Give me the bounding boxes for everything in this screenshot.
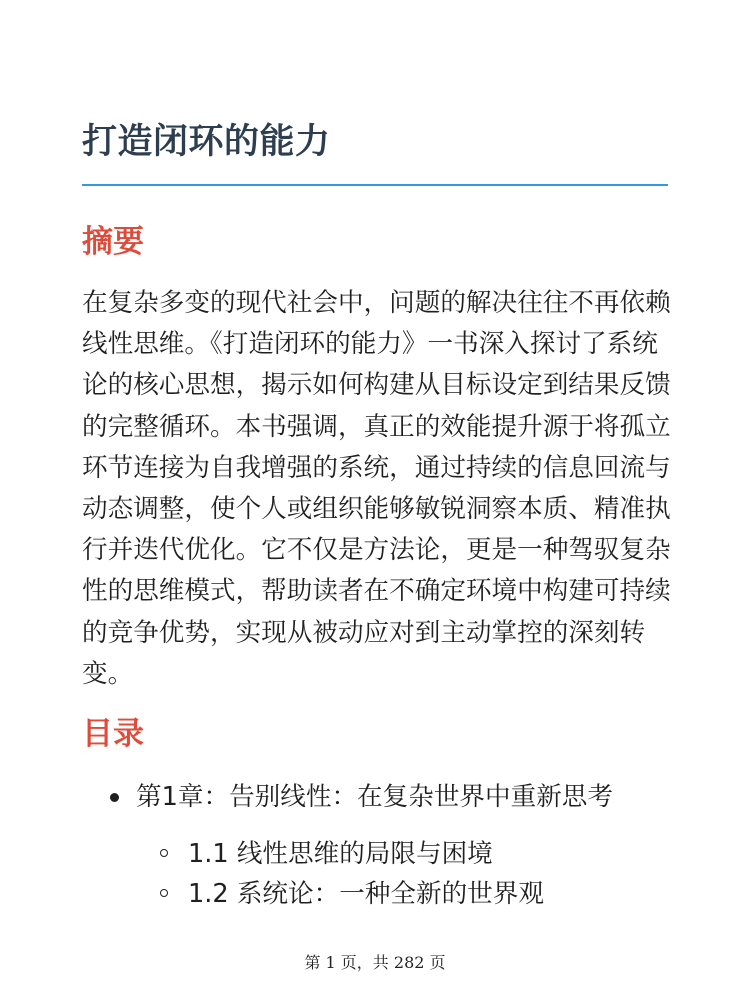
toc-sublist: [160, 834, 544, 914]
document-title: 打造闭环的能力: [82, 122, 331, 162]
abstract-heading: 摘要: [82, 224, 144, 260]
circle-bullet-icon: [160, 889, 168, 897]
toc-list: [110, 777, 613, 817]
bullet-dot-icon: [110, 793, 119, 802]
toc-section-label: 1.1 线性思维的局限与困境: [188, 839, 493, 869]
abstract-text: 在复杂多变的现代社会中，问题的解决往往不再依赖线性思维。《打造闭环的能力》一书深入探讨了系统论的核心思想，揭示如何构建从目标设定到结果反馈的完整循环。本书强调，真正的效能提升源于将孤立环节连接为自我增强的系统，通过持续的信息回流与动态调整，使个人或组织能够敏锐洞察本质、精准执行并迭代优化。它不仅是方法论，更是一种驾驭复杂性的思维模式，帮助读者在不确定环境中构建可持续的竞争优势，实现从被动应对到主动掌控的深刻转变。: [82, 288, 671, 689]
page-number-footer: 第 1 页，共 282 页: [304, 953, 446, 972]
toc-section-1-1[interactable]: [160, 834, 544, 874]
title-divider: [82, 184, 668, 186]
toc-chapter-1[interactable]: [110, 777, 613, 817]
toc-chapter-label: 第1章：告别线性：在复杂世界中重新思考: [136, 782, 613, 812]
toc-heading: 目录: [82, 716, 144, 752]
circle-bullet-icon: [160, 849, 168, 857]
toc-section-label: 1.2 系统论：一种全新的世界观: [188, 879, 544, 909]
toc-section-1-2[interactable]: [160, 874, 544, 914]
